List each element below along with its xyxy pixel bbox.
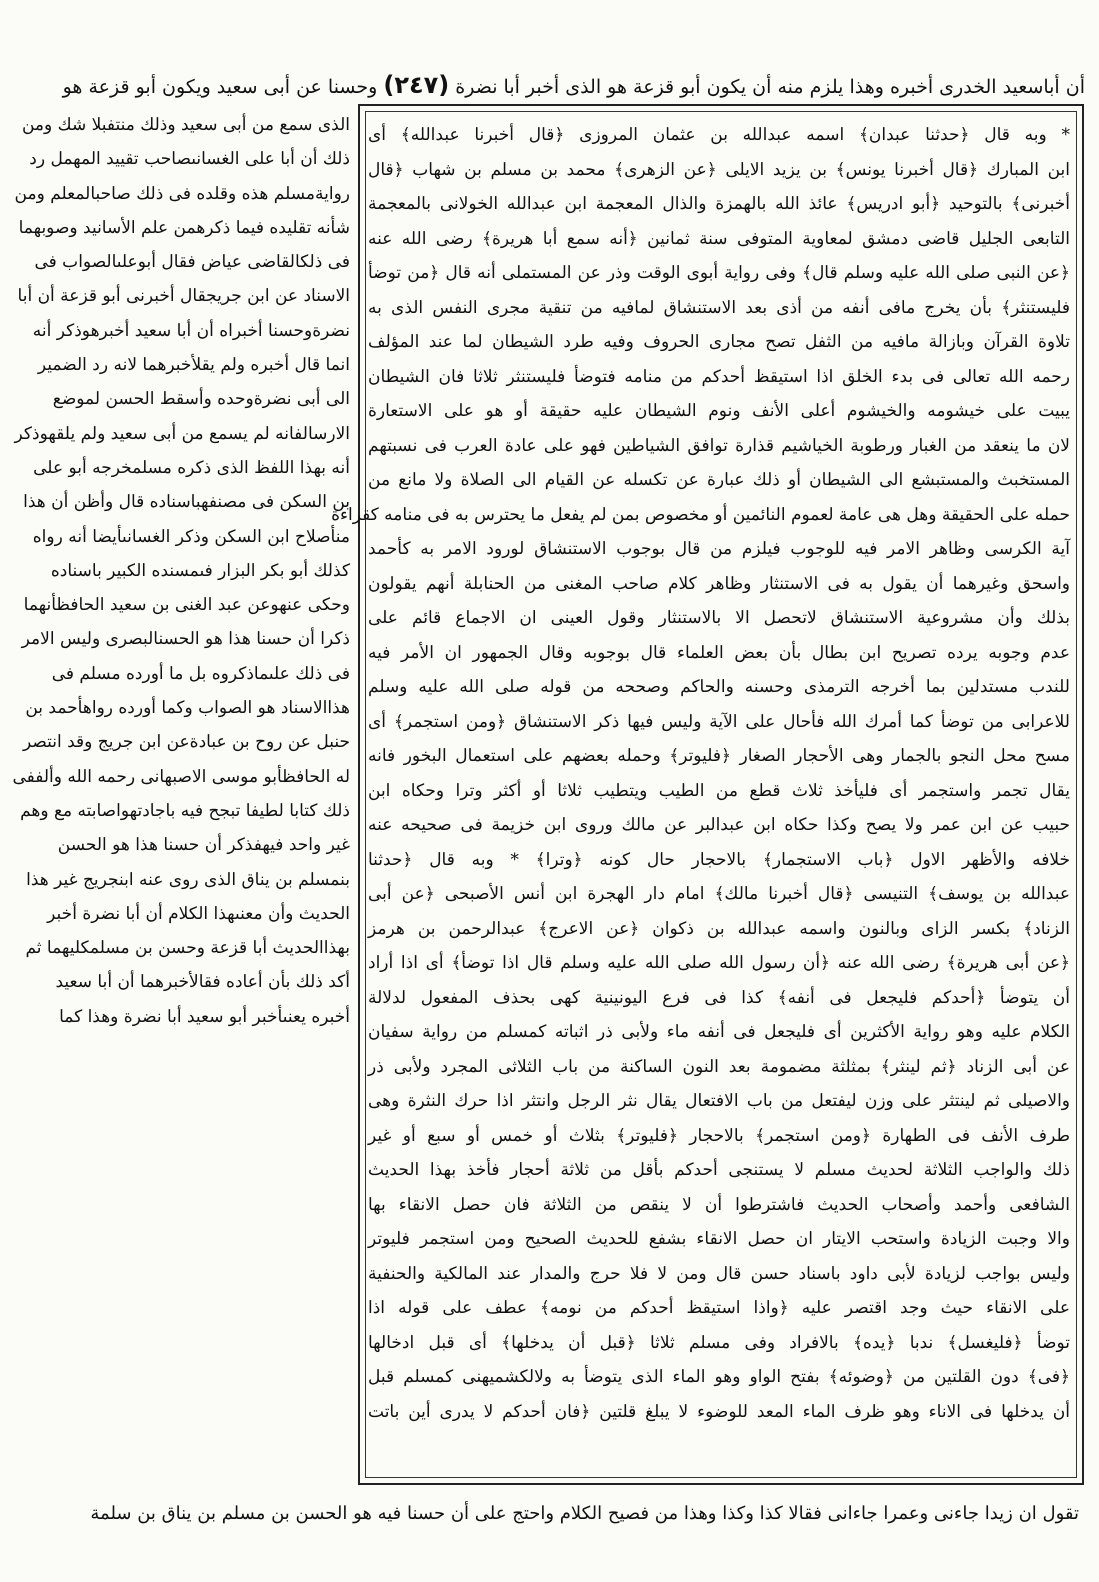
margin-text-line: خرجه أبو على بن السكن فى مصنفه	[33, 457, 350, 513]
main-text-line: توضأ ﴿فليغسل﴾ ندبا ﴿يده﴾ بالافراد وفى مسلم ثلاثا ﴿قبل أن يدخلها﴾ أى قبل ادخالها	[368, 1332, 1070, 1353]
margin-text-line: فى ذلك كتابا لطيفا تبجح فيه باجادته	[12, 766, 350, 821]
margin-text-line: مسلم بن يناق الذى روى عنه ابن	[119, 869, 341, 890]
main-text-line: لان ما ينعقد من الغبار ورطوبة الخياشيم قذارة توافق الشياطين فهو على عادة العرب فى نسبتهم	[368, 435, 1070, 456]
main-text-line: ابن المبارك ﴿قال أخبرنا يونس﴾ بن يزيد الايلى ﴿عن الزهرى﴾ محمد بن مسلم بن شهاب ﴿قال	[368, 159, 1070, 180]
margin-commentary-text	[12, 108, 350, 1480]
main-text-line: بذلك وأن مشروعية الاستنشاق لاتحصل الا بالاستنثار وقول العينى ان الاجماع قائم على	[368, 608, 1070, 628]
main-text-line: للاعرابى من توضأ كما أمرك الله فأحال على الآية وليس فيها ذكر الاستنشاق ﴿ومن استجمر﴾ أى	[368, 711, 1070, 732]
main-text-line: * وبه قال ﴿حدثنا عبدان﴾ اسمه عبدالله بن عثمان المروزى ﴿قال أخبرنا عبدالله﴾ أى	[368, 125, 1070, 145]
main-text-line: ذلك والواجب الثلاثة لحديث مسلم لا يستنجى أحدكم بأقل من ثلاثة أحجار فأخذ بهذا الحديث	[368, 1160, 1070, 1180]
margin-text-line: أخبرهما أن أبا سعيد أخبره يعنى	[55, 972, 350, 1027]
margin-text-line: مسنده الكبير باسناده وحكى عنه	[50, 560, 350, 616]
margin-text-line: كليهما ثم أكد ذلك بأن أعاده فقال	[25, 938, 350, 993]
header-text-right: أن أباسعيد الخدرى أخبره وهذا يلزم منه أن يكون أبو قزعة هو الذى أخبر أبا نضرة	[455, 76, 1085, 98]
margin-text-line: وذكر أنه انما قال أخبره ولم يقل	[32, 320, 350, 376]
main-text-line: الكلام عليه وهو رواية الأكثرين أى فليجعل فى أنفه ماء ولأبى ذر اثباته كمسلم من رواية سفيان	[368, 1022, 1070, 1042]
main-text-line: يقال تجمر واستجمر أى فليأخذ ثلاث قطع من الطيب ويتطيب ثلاثا أو أكثر وترا وحكاه ابن	[368, 780, 1070, 801]
main-text-line: حبيب عن ابن عمر ولا يصح وكذا حكاه ابن عبدالبر عن مالك وروى ابن خزيمة فى صحيحه عنه	[368, 815, 1070, 835]
margin-text-line: وحسنا أخبراه أن أبا سعيد أخبره	[90, 320, 313, 341]
main-text-line: على الانقاء حيث وجد اقتصر عليه ﴿واذا استيقظ أحدكم من نومه﴾ عطف على قوله اذا	[368, 1298, 1070, 1318]
margin-text-line: أحمد بن حنبل عن روح بن عبادة	[25, 698, 350, 753]
margin-text-line: صاحب تقييد المهمل رد رواية	[29, 149, 350, 204]
main-text-line: وليس بواجب لزيادة لأبى داود باسناد حسن قال ومن لا فلا حرج والمدار عند المالكية والحنفية	[368, 1263, 1070, 1284]
margin-text-line: من علم الأسانيد وصوبهما فى ذلك	[18, 217, 350, 273]
main-text-line: تلاوة القرآن وبازالة مافيه من الثفل تصح مجارى الحروف وفيه طرد الشيطان لما عند المؤلف	[368, 332, 1070, 352]
margin-text-line: ماذكروه بل ما أورده مسلم فى هذا	[51, 663, 350, 719]
main-text-line: واسحق وغيرهما أن يقول به فى الاستنثار وظاهر كلام صاحب المغنى من الحنابلة أنهم يقولون	[368, 573, 1070, 594]
margin-text-line: فانه لم يسمع من أبى سعيد ولم يلقه	[48, 423, 303, 444]
main-text-line: يبيت على خيشومه والخيشوم أعلى الأنف ونوم الشيطان عليه حقيقة أو هو على الاستعارة	[368, 401, 1070, 421]
page-footer: تقول ان زيدا جاءنى وعمرا جاءانى فقالا كذا وكذا وهذا من فصيح الكلام واحتج على أن حسنا فيه هو الحسن بن مسلم بن يناق بن سلمة	[90, 1503, 1079, 1524]
main-text-line: الشافعى وأحمد وأصحاب الحديث فاشترطوا أن لا ينقص من الثلاثة فان حصل الانقاء بها	[368, 1194, 1070, 1215]
margin-text-line: المعلم ومن شأنه تقليده فيما ذكره	[14, 183, 350, 238]
margin-text-line: أصلاح ابن السكن وذكر الغسانى	[122, 526, 336, 547]
page-header	[62, 66, 1085, 104]
margin-text-line: مسلم هذه وقلده فى ذلك صاحب	[95, 183, 315, 204]
main-text-line: والاصيلى ثم لينتثر على وزن ليفتعل من باب الافتعال يقال نثر الرجل وانتثر اذا حرك النثرة وهى	[368, 1091, 1070, 1111]
margin-text-line: قال أخبرنى أبو قزعة أن أبا نضرة	[17, 286, 350, 341]
margin-text-line: أبو موسى الاصبهانى رحمه الله وألف	[35, 766, 283, 787]
margin-text-line: الحديث أبا قزعة وحسن بن مسلم	[89, 938, 324, 959]
margin-text-line: وذكر أنه بهذا اللفظ الذى ذكره مسلم	[14, 423, 350, 478]
margin-text-line: الصواب فى الاسناد عن ابن جريج	[34, 252, 350, 307]
main-commentary-text	[331, 118, 1070, 1478]
page-number: (٢٤٧)	[383, 71, 450, 99]
margin-text-line: البصرى وليس الامر فى ذلك على	[21, 629, 350, 684]
main-text-line: أخبرنى﴾ بالتوحيد ﴿أبو ادريس﴾ عائذ الله بالهمزة والذال المعجمة ابن عبدالله الخولانى بالمعجمة	[368, 194, 1070, 214]
margin-text-line: بلا شك ومن ذلك أن أبا على الغسانى	[21, 115, 350, 170]
margin-text-line: فذكر أن حسنا هذا هو الحسن بن	[57, 835, 350, 890]
margin-text-line: الذى سمع من أبى سعيد وذلك منتف	[106, 115, 350, 135]
main-text-line: ﴿عن أبى هريرة﴾ رضى الله عنه ﴿أن رسول الله صلى الله عليه وسلم قال اذا توضأ﴾ أى اذا أراد	[368, 953, 1070, 973]
main-text-line: خلافه والأظهر الاول ﴿باب الاستجمار﴾ بالاحجار حال كونه ﴿وترا﴾ * وبه قال ﴿حدثنا	[368, 849, 1070, 870]
main-text-line: رحمه الله تعالى فى بدء الخلق اذا استيقظ أحدكم من منامه فتوضأ فليستنثر ثلاثا فان الشيطان	[368, 366, 1070, 387]
margin-text-line: وحده وأسقط الحسن لموضع الارسال	[52, 389, 350, 444]
main-text-line: آية الكرسى وظاهر الامر فيه للوجوب فيلزم من قال بوجوب الاستنشاق لورود الامر به كأحمد	[368, 539, 1070, 559]
margin-text-line: واصابته مع وهم غير واحد فيه	[20, 800, 350, 856]
main-text-line: ﴿عن النبى صلى الله عليه وسلم قال﴾ وفى رواية أبوى الوقت وذر عن المستملى أنه قال ﴿من توضأ	[368, 263, 1070, 283]
main-text-line: أن يتوضأ ﴿أحدكم فليجعل فى أنفه﴾ كذا فى فرع اليونينية كهى بحذف المفعول لدلالة	[368, 987, 1070, 1008]
margin-text-line: باسناده قال وأظن أن هذا من	[23, 492, 350, 547]
margin-text-line: عن ابن جريج وقد انتصر له الحافظ	[23, 732, 350, 787]
margin-text-line: القاضى عياض فقال أبوعلى	[116, 252, 301, 273]
main-text-line: عبدالله بن يوسف﴾ التنيسى ﴿قال أخبرنا مالك﴾ امام دار الهجرة ابن أنس الأصبحى ﴿عن أبى	[368, 884, 1070, 904]
main-text-line: فليستنثر﴾ بأن يخرج مافى أنفه من أذى بعد الاستنشاق لمافيه من تنقية مجرى النفس الذى به	[368, 297, 1070, 318]
main-text-line: والا وجبت الزيادة واستحب الايتار ان حصل الانقاء بشفع للحديث الصحيح ومن استجمر فليوتر	[368, 1229, 1070, 1249]
main-text-line: التابعى الجليل قاضى دمشق لمعاوية المتوفى سنة ثمانين ﴿أنه سمع أبا هريرة﴾ رضى الله عنه	[368, 228, 1070, 249]
margin-text-line: أخبر أبو سعيد أبا نضرة وهذا كما	[59, 1006, 283, 1027]
margin-text-line: جريج غير هذا الحديث وأن معنى	[26, 869, 350, 924]
main-text-line: عن أبى الزناد ﴿ثم لينثر﴾ بمثلثة مضمومة بعد النون الساكنة من باب الثلاثى المجرد ولأبى ذر	[368, 1056, 1070, 1077]
margin-text-line: أيضا أنه رواه كذلك أبو بكر البزار فى	[32, 526, 350, 581]
main-text-line: أن يدخلها فى الاناء وهو ظرف الماء المعد للوضوء لا يبلغ قلتين ﴿فان أحدكم لا يدرى أين باتت	[368, 1401, 1070, 1422]
main-text-line: عدم وجوبه يرده تصريح ابن بطال بأن بعض العلماء قال بوجوبه وقال الجمهور ان الأمر فيه	[368, 642, 1070, 663]
main-text-line: المستخبث والمستبشع الى الشيطان أو ذلك عبارة عن تكسله عن القيام الى الصلاة ولا مانع من	[368, 470, 1070, 490]
main-text-line: ﴿فى﴾ دون القلتين من ﴿وضوئه﴾ بفتح الواو وهو الماء الذى يتوضأ به ولالكشميهنى كمسلم قبل	[368, 1367, 1070, 1387]
main-text-line: طرف الأنف فى الطهارة ﴿ومن استجمر﴾ بالاحجار ﴿فليوتر﴾ بثلاث أو خمس أو سبع أو غير	[368, 1125, 1070, 1146]
header-text-left: وحسنا عن أبى سعيد ويكون أبو قزعة هو	[62, 76, 378, 98]
margin-text-line: أخبرهما لانه رد الضمير الى أبى نضرة	[37, 355, 350, 410]
main-text-line: مسح محل النجو بالجمار وهى الأحجار الصغار ﴿فليوتر﴾ وحمله بعضهم على استعمال البخور فانه	[368, 746, 1070, 766]
margin-text-line: أنهما ذكرا أن حسنا هذا هو الحسن	[23, 595, 350, 650]
margin-text-line: هذا الكلام أن أبا نضرة أخبر بهذا	[47, 903, 350, 959]
margin-text-line: وعن عبد الغنى بن سعيد الحافظ	[56, 595, 280, 616]
main-text-line: للندب مستدلين بما أخرجه الترمذى وحسنه والحاكم وصححه من قوله صلى الله عليه وسلم	[368, 677, 1070, 697]
main-text-line: حمله على الحقيقة وهل هى عامة لعموم النائمين أو مخصوص بمن لم يفعل ما يحترس به فى منامه كقراءة	[331, 504, 1070, 525]
main-text-line: الزناد﴾ بكسر الزاى وبالنون واسمه عبدالله بن ذكوان ﴿عن الاعرج﴾ عبدالرحمن بن هرمز	[368, 918, 1070, 939]
margin-text-line: الاسناد هو الصواب وكما أورده رواه	[82, 698, 328, 719]
